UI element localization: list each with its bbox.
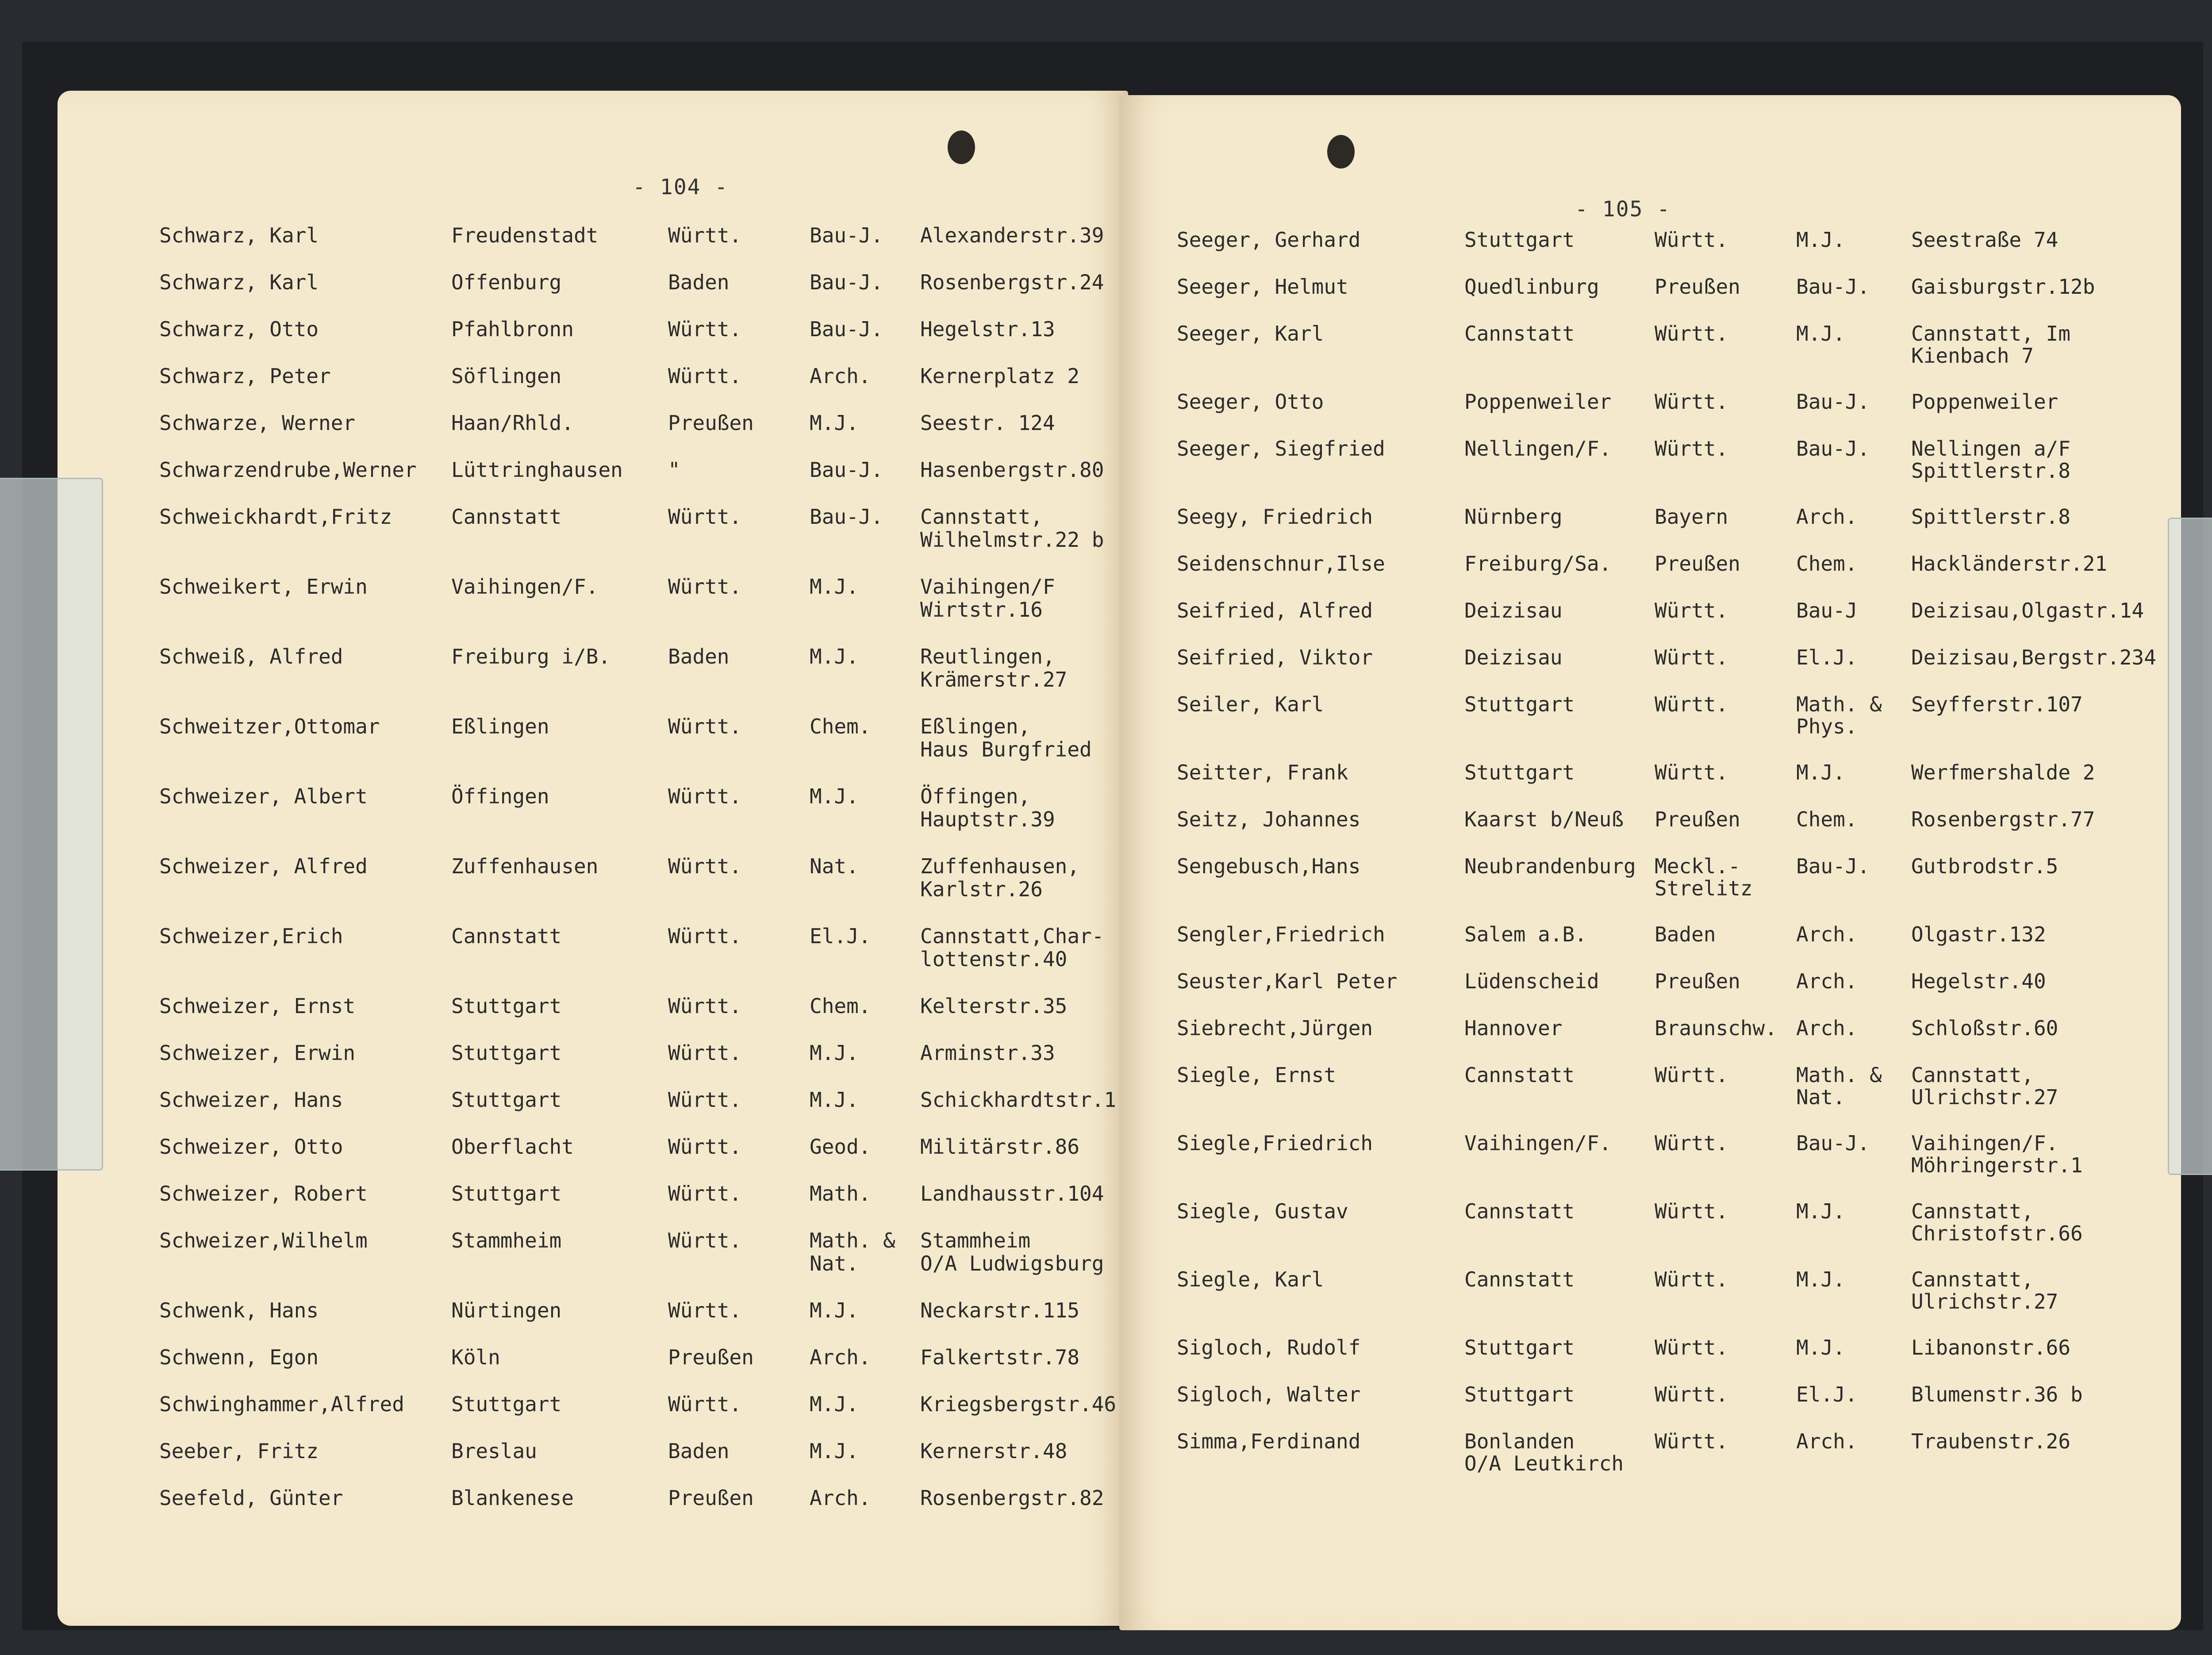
entry-address: Seestraße 74 (1911, 228, 2058, 252)
entry-town: Stuttgart (451, 994, 562, 1018)
entry-address: Hegelstr.13 (920, 317, 1055, 341)
entry-subject: Math. & (1796, 1063, 1882, 1087)
entry-subject: Chem. (1796, 807, 1858, 831)
entry-state: Württ. (1655, 760, 1728, 784)
entry-state: Württ. (668, 714, 742, 738)
entry-address: Cannstatt, (1911, 1199, 2034, 1223)
entry-town: Vaihingen/F. (451, 575, 599, 599)
entry-state: Baden (1655, 922, 1716, 946)
entry-address: Spittlerstr.8 (1911, 505, 2071, 529)
entry-address-cont: Wilhelmstr.22 b (920, 528, 1104, 552)
entry-subject: M.J. (1796, 228, 1845, 252)
entry-name: Seiler, Karl (1177, 692, 1324, 716)
entry-address-cont: Christofstr.66 (1911, 1221, 2083, 1245)
entry-subject: M.J. (810, 411, 859, 435)
entry-state: Baden (668, 270, 730, 294)
entry-town: Stuttgart (451, 1182, 562, 1206)
entry-state: Württ. (1655, 322, 1728, 346)
entry-name: Schwarzendrube,Werner (159, 458, 417, 482)
entry-state: Württ. (1655, 437, 1728, 461)
entry-town: Öffingen (451, 784, 549, 808)
entry-address: Werfmershalde 2 (1911, 760, 2095, 784)
entry-name: Schweizer, Robert (159, 1182, 368, 1206)
entry-name: Schwenk, Hans (159, 1298, 319, 1322)
entry-town: Nürnberg (1464, 505, 1563, 529)
entry-address: Cannstatt, (1911, 1267, 2034, 1291)
entry-address: Alexanderstr.39 (920, 223, 1104, 247)
entry-state: Preußen (1655, 807, 1740, 831)
entry-name: Schwarz, Karl (159, 223, 319, 247)
entry-subject: Arch. (1796, 969, 1858, 993)
entry-address: Rosenbergstr.24 (920, 270, 1104, 294)
entry-address: Arminstr.33 (920, 1041, 1055, 1065)
entry-subject: Bau-J. (1796, 854, 1870, 878)
entry-address-cont: Hauptstr.39 (920, 807, 1055, 831)
entry-subject: M.J. (1796, 1267, 1845, 1291)
entry-town: Cannstatt (1464, 1199, 1575, 1223)
entry-address: Seestr. 124 (920, 411, 1055, 435)
entry-town: Lüttringhausen (451, 458, 623, 482)
entry-state: Württ. (1655, 1063, 1728, 1087)
entry-state: " (668, 458, 680, 482)
entry-address-cont: Haus Burgfried (920, 737, 1092, 761)
entry-name: Schwarze, Werner (159, 411, 356, 435)
entry-state: Braunschw. (1655, 1016, 1777, 1040)
entry-subject: M.J. (810, 1392, 859, 1416)
entry-state: Württ. (668, 317, 742, 341)
entry-subject: M.J. (810, 1298, 859, 1322)
entry-address: Kernerstr.48 (920, 1439, 1068, 1463)
entry-subject: Bau-J. (810, 458, 883, 482)
entry-subject: El.J. (1796, 645, 1858, 669)
entry-address: Militärstr.86 (920, 1135, 1080, 1159)
entry-state: Baden (668, 645, 730, 668)
entry-address: Landhausstr.104 (920, 1182, 1104, 1206)
entry-name: Seitz, Johannes (1177, 807, 1361, 831)
entry-name: Schweizer, Erwin (159, 1041, 356, 1065)
entry-subject: M.J. (810, 1041, 859, 1065)
entry-state: Württ. (1655, 228, 1728, 252)
entry-town: Cannstatt (1464, 1267, 1575, 1291)
entry-subject: Arch. (1796, 505, 1858, 529)
entry-name: Seifried, Viktor (1177, 645, 1373, 669)
entry-address: Schickhardtstr.1 (920, 1088, 1117, 1112)
entry-state: Baden (668, 1439, 730, 1463)
entry-subject: Arch. (810, 1345, 871, 1369)
entry-town: Eßlingen (451, 714, 549, 738)
entry-subject: Bau-J. (1796, 390, 1870, 414)
entry-town: Zuffenhausen (451, 854, 599, 878)
entry-address-cont: Kienbach 7 (1911, 344, 2034, 368)
entry-state: Württ. (1655, 599, 1728, 622)
entry-address: Stammheim (920, 1229, 1031, 1252)
entry-subject: El.J. (810, 924, 871, 948)
entry-state: Württ. (668, 1041, 742, 1065)
entry-town: Stuttgart (1464, 1336, 1575, 1359)
entry-address: Eßlingen, (920, 714, 1031, 738)
entry-address: Blumenstr.36 b (1911, 1382, 2083, 1406)
entry-town: Cannstatt (451, 505, 562, 529)
page-clip-right (2168, 518, 2212, 1175)
page-clip-left (0, 478, 103, 1171)
entry-name: Sigloch, Rudolf (1177, 1336, 1361, 1359)
open-book (22, 42, 2203, 1630)
entry-state: Württ. (1655, 1199, 1728, 1223)
entry-town: Stammheim (451, 1229, 562, 1252)
entry-town: Haan/Rhld. (451, 411, 574, 435)
page-104 (58, 91, 1128, 1626)
student-list-left (58, 91, 1128, 1626)
entry-town: Freudenstadt (451, 223, 599, 247)
entry-state: Württ. (668, 1229, 742, 1252)
page-number: - 105 - (1575, 197, 1671, 222)
entry-town: Stuttgart (1464, 228, 1575, 252)
entry-name: Schweickhardt,Fritz (159, 505, 392, 529)
entry-town-cont: O/A Leutkirch (1464, 1451, 1624, 1475)
entry-address: Deizisau,Olgastr.14 (1911, 599, 2144, 622)
entry-state: Bayern (1655, 505, 1728, 529)
entry-subject: Chem. (1796, 552, 1858, 576)
entry-subject: Bau-J. (810, 505, 883, 529)
entry-subject: Chem. (810, 714, 871, 738)
entry-state: Württ. (1655, 1267, 1728, 1291)
entry-subject: Bau-J. (810, 317, 883, 341)
entry-town: Stuttgart (451, 1041, 562, 1065)
entry-state: Preußen (1655, 552, 1740, 576)
entry-name: Schweizer, Otto (159, 1135, 343, 1159)
entry-subject: M.J. (810, 1439, 859, 1463)
entry-address: Vaihingen/F. (1911, 1131, 2058, 1155)
entry-name: Schweizer, Hans (159, 1088, 343, 1112)
entry-name: Seuster,Karl Peter (1177, 969, 1398, 993)
entry-town: Neubrandenburg (1464, 854, 1636, 878)
entry-subject: Bau-J (1796, 599, 1858, 622)
entry-address-cont: lottenstr.40 (920, 947, 1068, 971)
entry-name: Schwarz, Karl (159, 270, 319, 294)
entry-town: Deizisau (1464, 599, 1563, 622)
entry-subject: Math. (810, 1182, 871, 1206)
entry-subject: M.J. (810, 645, 859, 668)
entry-address: Kernerplatz 2 (920, 364, 1080, 388)
entry-name: Sengler,Friedrich (1177, 922, 1385, 946)
entry-subject: Arch. (1796, 1429, 1858, 1453)
entry-address: Hasenbergstr.80 (920, 458, 1104, 482)
entry-name: Schweizer, Albert (159, 784, 368, 808)
entry-state: Württ. (1655, 1336, 1728, 1359)
entry-name: Schweizer,Erich (159, 924, 343, 948)
entry-town: Salem a.B. (1464, 922, 1587, 946)
entry-subject: Geod. (810, 1135, 871, 1159)
entry-town: Söflingen (451, 364, 562, 388)
entry-town: Deizisau (1464, 645, 1563, 669)
entry-subject-cont: Nat. (810, 1252, 859, 1275)
entry-subject: M.J. (1796, 1336, 1845, 1359)
entry-state: Württ. (668, 1298, 742, 1322)
entry-town: Nürtingen (451, 1298, 562, 1322)
entry-town: Freiburg/Sa. (1464, 552, 1612, 576)
entry-town: Lüdenscheid (1464, 969, 1599, 993)
entry-town: Köln (451, 1345, 500, 1369)
entry-address: Hackländerstr.21 (1911, 552, 2108, 576)
entry-subject: Chem. (810, 994, 871, 1018)
entry-state: Preußen (1655, 275, 1740, 299)
entry-town: Pfahlbronn (451, 317, 574, 341)
entry-state: Württ. (668, 994, 742, 1018)
entry-subject: M.J. (1796, 322, 1845, 346)
entry-name: Seeger, Siegfried (1177, 437, 1385, 461)
entry-subject: Arch. (1796, 922, 1858, 946)
entry-subject: El.J. (1796, 1382, 1858, 1406)
entry-name: Siebrecht,Jürgen (1177, 1016, 1373, 1040)
entry-address: Olgastr.132 (1911, 922, 2046, 946)
entry-town: Stuttgart (451, 1088, 562, 1112)
page-number: - 104 - (633, 175, 729, 200)
entry-address: Gutbrodstr.5 (1911, 854, 2058, 878)
entry-address: Öffingen, (920, 784, 1031, 808)
student-list-right (1119, 95, 2181, 1630)
entry-name: Seefeld, Günter (159, 1486, 343, 1510)
entry-name: Seeger, Otto (1177, 390, 1324, 414)
entry-address: Neckarstr.115 (920, 1298, 1080, 1322)
entry-address-cont: Wirtstr.16 (920, 598, 1043, 622)
entry-name: Schwarz, Otto (159, 317, 319, 341)
entry-subject: Bau-J. (810, 223, 883, 247)
entry-name: Schwarz, Peter (159, 364, 331, 388)
entry-subject: Bau-J. (1796, 1131, 1870, 1155)
entry-subject: Arch. (810, 1486, 871, 1510)
entry-address: Kriegsbergstr.46 (920, 1392, 1117, 1416)
entry-state: Preußen (668, 1486, 754, 1510)
entry-state: Württ. (1655, 692, 1728, 716)
entry-name: Seeger, Gerhard (1177, 228, 1361, 252)
entry-state: Württ. (668, 575, 742, 599)
entry-address-cont: Karlstr.26 (920, 877, 1043, 901)
entry-town: Nellingen/F. (1464, 437, 1612, 461)
entry-address: Traubenstr.26 (1911, 1429, 2071, 1453)
entry-town: Offenburg (451, 270, 562, 294)
entry-name: Schweizer,Wilhelm (159, 1229, 368, 1252)
entry-name: Seeger, Karl (1177, 322, 1324, 346)
entry-address: Libanonstr.66 (1911, 1336, 2071, 1359)
entry-town: Quedlinburg (1464, 275, 1599, 299)
entry-address: Deizisau,Bergstr.234 (1911, 645, 2156, 669)
entry-address: Zuffenhausen, (920, 854, 1080, 878)
entry-address: Hegelstr.40 (1911, 969, 2046, 993)
entry-subject: M.J. (810, 784, 859, 808)
entry-name: Schweiß, Alfred (159, 645, 343, 668)
entry-subject: Arch. (1796, 1016, 1858, 1040)
entry-state: Württ. (1655, 1429, 1728, 1453)
entry-address-cont: O/A Ludwigsburg (920, 1252, 1104, 1275)
entry-address: Cannstatt, Im (1911, 322, 2071, 346)
entry-town: Stuttgart (1464, 1382, 1575, 1406)
entry-subject: M.J. (810, 1088, 859, 1112)
entry-address-cont: Spittlerstr.8 (1911, 459, 2071, 483)
entry-state-cont: Strelitz (1655, 876, 1753, 900)
entry-state: Württ. (668, 1392, 742, 1416)
entry-address-cont: Krämerstr.27 (920, 668, 1068, 691)
entry-name: Schweizer, Ernst (159, 994, 356, 1018)
entry-state: Württ. (668, 1088, 742, 1112)
entry-state: Württ. (1655, 1131, 1728, 1155)
entry-town: Poppenweiler (1464, 390, 1612, 414)
entry-subject: Bau-J. (1796, 437, 1870, 461)
entry-address: Rosenbergstr.77 (1911, 807, 2095, 831)
entry-name: Seitter, Frank (1177, 760, 1348, 784)
entry-name: Siegle, Gustav (1177, 1199, 1348, 1223)
entry-town: Hannover (1464, 1016, 1563, 1040)
entry-state: Württ. (668, 223, 742, 247)
entry-state: Württ. (668, 1135, 742, 1159)
entry-address: Falkertstr.78 (920, 1345, 1080, 1369)
entry-name: Seidenschnur,Ilse (1177, 552, 1385, 576)
entry-address: Reutlingen, (920, 645, 1055, 668)
entry-subject-cont: Nat. (1796, 1085, 1845, 1109)
entry-subject: M.J. (1796, 760, 1845, 784)
entry-name: Schweitzer,Ottomar (159, 714, 380, 738)
entry-state: Württ. (1655, 1382, 1728, 1406)
page-105 (1119, 95, 2181, 1630)
entry-address: Poppenweiler (1911, 390, 2058, 414)
entry-name: Schweizer, Alfred (159, 854, 368, 878)
entry-address: Cannstatt, (1911, 1063, 2034, 1087)
entry-name: Simma,Ferdinand (1177, 1429, 1361, 1453)
entry-address: Cannstatt, (920, 505, 1043, 529)
entry-subject: Math. & (1796, 692, 1882, 716)
entry-name: Sigloch, Walter (1177, 1382, 1361, 1406)
entry-address-cont: Ulrichstr.27 (1911, 1085, 2058, 1109)
entry-state: Preußen (668, 411, 754, 435)
entry-town: Freiburg i/B. (451, 645, 611, 668)
entry-town: Stuttgart (1464, 692, 1575, 716)
entry-state: Württ. (1655, 390, 1728, 414)
entry-town: Stuttgart (451, 1392, 562, 1416)
entry-address: Schloßstr.60 (1911, 1016, 2058, 1040)
entry-address-cont: Ulrichstr.27 (1911, 1290, 2058, 1313)
entry-state: Meckl.- (1655, 854, 1740, 878)
entry-subject: M.J. (810, 575, 859, 599)
entry-subject: M.J. (1796, 1199, 1845, 1223)
entry-name: Seegy, Friedrich (1177, 505, 1373, 529)
entry-name: Siegle, Ernst (1177, 1063, 1336, 1087)
entry-name: Seeber, Fritz (159, 1439, 319, 1463)
entry-address: Kelterstr.35 (920, 994, 1068, 1018)
entry-state: Preußen (668, 1345, 754, 1369)
entry-subject-cont: Phys. (1796, 714, 1858, 738)
entry-state: Württ. (668, 505, 742, 529)
entry-town: Oberflacht (451, 1135, 574, 1159)
entry-town: Cannstatt (1464, 1063, 1575, 1087)
entry-subject: Bau-J. (810, 270, 883, 294)
entry-subject: Arch. (810, 364, 871, 388)
entry-name: Sengebusch,Hans (1177, 854, 1361, 878)
entry-address: Nellingen a/F (1911, 437, 2071, 461)
entry-address: Rosenbergstr.82 (920, 1486, 1104, 1510)
entry-address: Vaihingen/F (920, 575, 1055, 599)
entry-subject: Nat. (810, 854, 859, 878)
entry-address: Seyfferstr.107 (1911, 692, 2083, 716)
entry-state: Preußen (1655, 969, 1740, 993)
entry-town: Vaihingen/F. (1464, 1131, 1612, 1155)
entry-town: Kaarst b/Neuß (1464, 807, 1624, 831)
entry-address-cont: Möhringerstr.1 (1911, 1153, 2083, 1177)
entry-address: Gaisburgstr.12b (1911, 275, 2095, 299)
entry-state: Württ. (668, 1182, 742, 1206)
entry-town: Breslau (451, 1439, 537, 1463)
entry-state: Württ. (668, 924, 742, 948)
entry-town: Cannstatt (1464, 322, 1575, 346)
entry-state: Württ. (668, 854, 742, 878)
entry-name: Schwinghammer,Alfred (159, 1392, 404, 1416)
entry-town: Bonlanden (1464, 1429, 1575, 1453)
entry-name: Siegle,Friedrich (1177, 1131, 1373, 1155)
entry-subject: Math. & (810, 1229, 895, 1252)
entry-town: Cannstatt (451, 924, 562, 948)
entry-address: Cannstatt,Char- (920, 924, 1104, 948)
entry-town: Blankenese (451, 1486, 574, 1510)
entry-name: Schweikert, Erwin (159, 575, 368, 599)
entry-state: Württ. (668, 364, 742, 388)
entry-state: Württ. (1655, 645, 1728, 669)
entry-name: Seifried, Alfred (1177, 599, 1373, 622)
entry-state: Württ. (668, 784, 742, 808)
entry-town: Stuttgart (1464, 760, 1575, 784)
entry-name: Seeger, Helmut (1177, 275, 1348, 299)
entry-name: Schwenn, Egon (159, 1345, 319, 1369)
entry-name: Siegle, Karl (1177, 1267, 1324, 1291)
entry-subject: Bau-J. (1796, 275, 1870, 299)
